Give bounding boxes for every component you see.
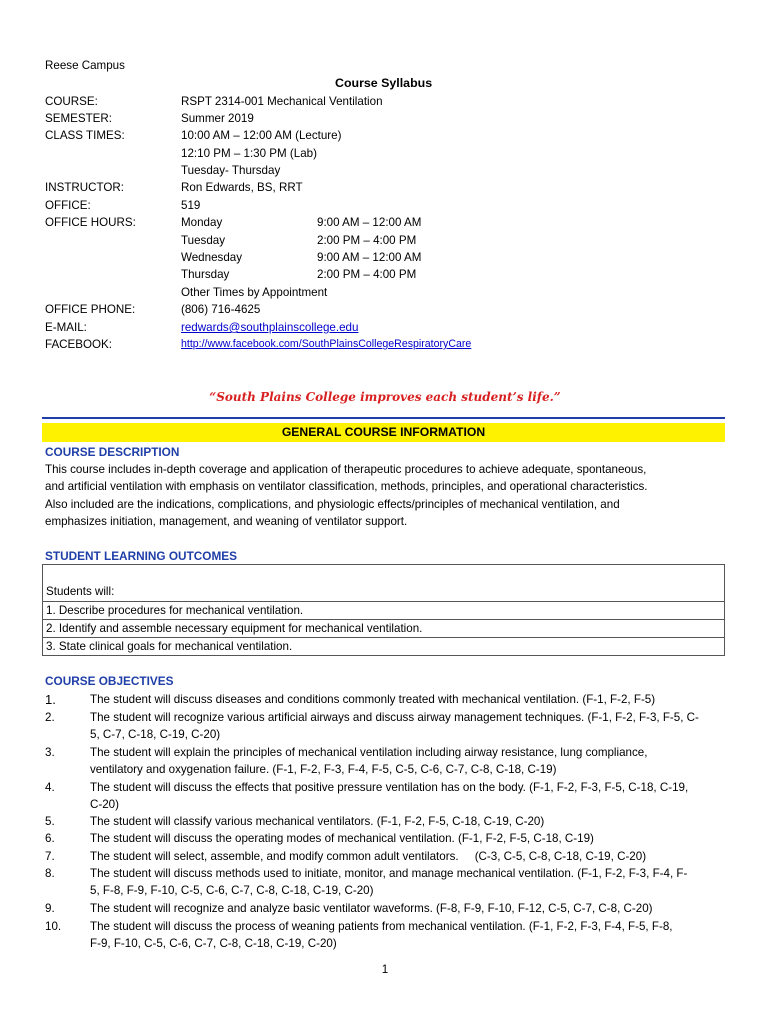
objective-line: The student will recognize various artificial airways and discuss airway management techniques. (F-1, F-2, F-3, F-5, C- [90,711,699,724]
phone-value: (806) 716-4625 [181,303,261,316]
objective-line: The student will recognize and analyze basic ventilator waveforms. (F-8, F-9, F-10, F-12, C-5, C-7, C-8, C-20) [90,902,653,915]
email-link[interactable]: redwards@southplainscollege.edu [181,321,359,334]
course-description [45,461,725,531]
objective-number: 5. [45,815,55,828]
objective-number: 3. [45,746,55,759]
office-hours-day: Wednesday [181,251,243,264]
objective-line: F-9, F-10, C-5, C-6, C-7, C-8, C-18, C-19, C-20) [90,937,337,951]
objective-text [90,709,727,744]
objective-text [90,865,727,900]
course-label: COURSE: [45,95,98,108]
outcomes-intro: Students will: [46,585,115,598]
campus-name: Reese Campus [45,59,125,72]
objective-text [90,744,727,779]
course-value: RSPT 2314-001 Mechanical Ventilation [181,95,383,108]
section-banner: GENERAL COURSE INFORMATION [42,423,725,442]
objective-text [90,691,727,708]
page-number: 1 [381,963,389,976]
email-label: E-MAIL: [45,321,87,334]
learning-outcomes-heading: STUDENT LEARNING OUTCOMES [45,549,238,563]
objective-line: 5, C-7, C-18, C-19, C-20) [90,728,221,742]
office-hours-other: Other Times by Appointment [181,286,328,299]
objective-line: The student will select, assemble, and modify common adult ventilators. (C-3, C-5, C-8, C-18, C-19, C-20) [90,850,647,863]
objective-number: 4. [45,781,55,794]
facebook-label: FACEBOOK: [45,338,113,351]
objective-number: 10. [45,920,62,933]
semester-label: SEMESTER: [45,112,112,125]
instructor-value: Ron Edwards, BS, RRT [181,181,303,194]
facebook-link[interactable]: http://www.facebook.com/SouthPlainsCollegeRespiratoryCare [181,338,472,350]
outcome-item: 3. State clinical goals for mechanical ventilation. [43,637,724,655]
objective-line: The student will discuss the operating modes of mechanical ventilation. (F-1, F-2, F-5, C-18, C-19) [90,832,594,845]
objective-text [90,830,727,847]
objective-line: 5, F-8, F-9, F-10, C-5, C-6, C-7, C-8, C-18, C-19, C-20) [90,884,374,898]
phone-label: OFFICE PHONE: [45,303,136,316]
office-hours-time: 2:00 PM – 4:00 PM [317,268,417,281]
description-line: and artificial ventilation with emphasis on ventilator classification, methods, principles, and operational characteristics. [45,480,648,494]
learning-outcomes-table [42,564,725,656]
description-line: This course includes in-depth coverage and application of therapeutic procedures to achieve adequate, spontaneous, [45,463,647,476]
objective-number: 8. [45,867,55,880]
office-hours-time: 9:00 AM – 12:00 AM [317,251,422,264]
objective-line: The student will discuss methods used to initiate, monitor, and manage mechanical ventilation. (F-1, F-2, F-3, F-4, F- [90,867,688,880]
class-time-lab: 12:10 PM – 1:30 PM (Lab) [181,147,317,160]
office-value: 519 [181,199,201,212]
college-motto: “South Plains College improves each student’s life.” [209,390,561,404]
office-hours-day: Thursday [181,268,230,281]
objective-line: ventilatory and oxygenation failure. (F-1, F-2, F-3, F-4, F-5, C-5, C-6, C-7, C-8, C-18, C-19) [90,763,557,777]
objective-text [90,813,727,830]
objective-text [90,848,727,865]
office-hours-time: 9:00 AM – 12:00 AM [317,216,422,229]
description-line: emphasizes initiation, management, and weaning of ventilator support. [45,515,408,529]
objective-text [90,779,727,814]
objective-line: The student will discuss diseases and conditions commonly treated with mechanical ventilation. (F-1, F-2, F-5) [90,693,656,706]
objective-text [90,918,727,953]
objective-line: The student will discuss the effects that positive pressure ventilation has on the body. (F-1, F-2, F-3, F-5, C-18, C-19, [90,781,689,794]
class-time-lecture: 10:00 AM – 12:00 AM (Lecture) [181,129,342,142]
objective-line: C-20) [90,798,119,812]
course-description-heading: COURSE DESCRIPTION [45,445,180,459]
divider [42,417,725,419]
objective-number: 7. [45,850,55,863]
objective-line: The student will explain the principles of mechanical ventilation including airway resistance, lung compliance, [90,746,648,759]
office-label: OFFICE: [45,199,91,212]
objective-number: 1. [45,692,56,707]
objective-line: The student will discuss the process of weaning patients from mechanical ventilation. (F-1, F-2, F-3, F-4, F-5, F-8, [90,920,673,933]
class-times-label: CLASS TIMES: [45,129,125,142]
description-line: Also included are the indications, complications, and physiologic effects/principles of mechanical ventilation, and [45,497,620,511]
objective-line: The student will classify various mechanical ventilators. (F-1, F-2, F-5, C-18, C-19, C-20) [90,815,545,828]
instructor-label: INSTRUCTOR: [45,181,125,194]
objective-text [90,900,727,917]
office-hours-day: Monday [181,216,223,229]
objective-number: 9. [45,902,55,915]
class-days: Tuesday- Thursday [181,164,281,177]
office-hours-label: OFFICE HOURS: [45,216,136,229]
outcome-item: 1. Describe procedures for mechanical ventilation. [43,601,724,619]
objective-number: 6. [45,832,55,845]
office-hours-day: Tuesday [181,234,226,247]
objective-number: 2. [45,711,55,724]
outcome-item: 2. Identify and assemble necessary equipment for mechanical ventilation. [43,619,724,637]
office-hours-time: 2:00 PM – 4:00 PM [317,234,417,247]
semester-value: Summer 2019 [181,112,254,125]
course-objectives-heading: COURSE OBJECTIVES [45,674,174,688]
page-title: Course Syllabus [335,76,433,90]
